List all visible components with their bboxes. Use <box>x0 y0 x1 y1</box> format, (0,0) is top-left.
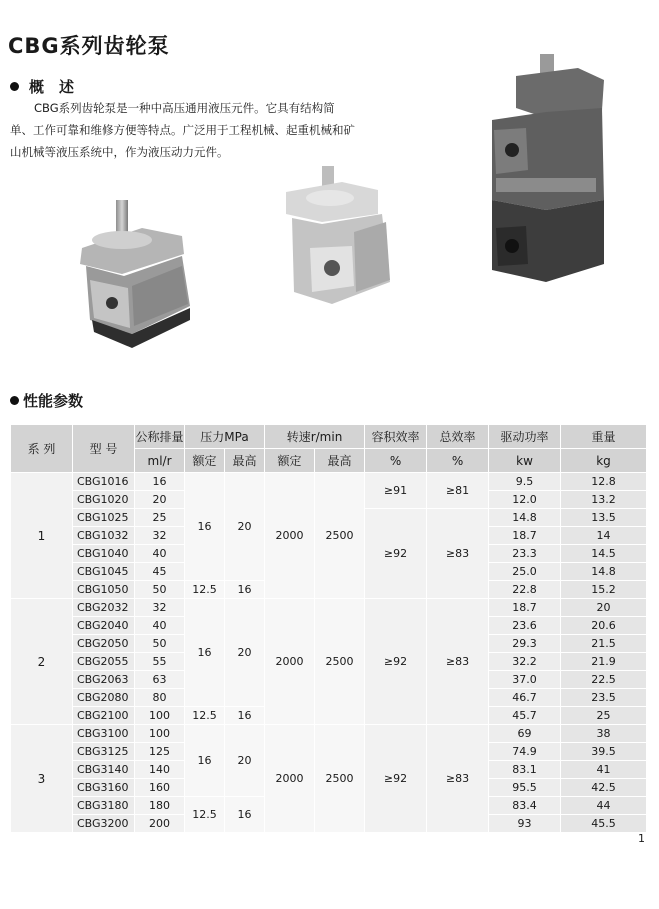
model-cell: CBG1040 <box>73 545 135 563</box>
speed-rated-cell: 2000 <box>265 473 315 599</box>
model-cell: CBG1045 <box>73 563 135 581</box>
series-cell: 2 <box>11 599 73 725</box>
series-cell: 3 <box>11 725 73 833</box>
model-cell: CBG1050 <box>73 581 135 599</box>
weight-cell: 42.5 <box>561 779 647 797</box>
power-cell: 74.9 <box>489 743 561 761</box>
vol-eff-cell: ≥92 <box>365 599 427 725</box>
displacement-cell: 16 <box>135 473 185 491</box>
vol-eff-cell: ≥92 <box>365 725 427 833</box>
series-cell: 1 <box>11 473 73 599</box>
weight-cell: 14.5 <box>561 545 647 563</box>
power-cell: 83.1 <box>489 761 561 779</box>
weight-cell: 13.2 <box>561 491 647 509</box>
model-cell: CBG1020 <box>73 491 135 509</box>
displacement-cell: 125 <box>135 743 185 761</box>
pump-image-double <box>486 50 612 290</box>
header-speed-max: 最高 <box>315 449 365 473</box>
header-model: 型 号 <box>73 425 135 473</box>
overview-heading-text: 概 述 <box>29 78 75 96</box>
header-vol-eff-unit: % <box>365 449 427 473</box>
model-cell: CBG2040 <box>73 617 135 635</box>
overview-paragraph: CBG系列齿轮泵是一种中高压通用液压元件。它具有结构简单、工作可靠和维修方便等特点。广泛用于工程机械、起重机械和矿山机械等液压系统中，作为液压动力元件。 <box>10 101 355 159</box>
power-cell: 25.0 <box>489 563 561 581</box>
displacement-cell: 160 <box>135 779 185 797</box>
model-cell: CBG3180 <box>73 797 135 815</box>
displacement-cell: 32 <box>135 527 185 545</box>
header-vol-eff: 容积效率 <box>365 425 427 449</box>
weight-cell: 21.9 <box>561 653 647 671</box>
weight-cell: 23.5 <box>561 689 647 707</box>
weight-cell: 21.5 <box>561 635 647 653</box>
weight-cell: 14 <box>561 527 647 545</box>
header-displacement: 公称排量 <box>135 425 185 449</box>
speed-rated-cell: 2000 <box>265 599 315 725</box>
header-pressure-rated: 额定 <box>185 449 225 473</box>
overview-heading <box>10 76 74 97</box>
displacement-cell: 140 <box>135 761 185 779</box>
speed-max-cell: 2500 <box>315 599 365 725</box>
weight-cell: 15.2 <box>561 581 647 599</box>
total-eff-cell: ≥83 <box>427 725 489 833</box>
pressure-max-cell: 16 <box>225 797 265 833</box>
displacement-cell: 100 <box>135 707 185 725</box>
power-cell: 69 <box>489 725 561 743</box>
model-cell: CBG2080 <box>73 689 135 707</box>
weight-cell: 13.5 <box>561 509 647 527</box>
power-cell: 23.3 <box>489 545 561 563</box>
pressure-rated-cell: 16 <box>185 599 225 707</box>
header-series: 系 列 <box>11 425 73 473</box>
pump-image-single-small <box>72 196 202 358</box>
model-cell: CBG1032 <box>73 527 135 545</box>
pressure-rated-cell: 12.5 <box>185 797 225 833</box>
pressure-rated-cell: 12.5 <box>185 707 225 725</box>
model-cell: CBG2050 <box>73 635 135 653</box>
performance-heading-text: 性能参数 <box>23 392 84 410</box>
model-cell: CBG3160 <box>73 779 135 797</box>
power-cell: 12.0 <box>489 491 561 509</box>
power-cell: 93 <box>489 815 561 833</box>
model-cell: CBG1025 <box>73 509 135 527</box>
bullet-icon <box>10 396 19 405</box>
model-cell: CBG3125 <box>73 743 135 761</box>
displacement-cell: 50 <box>135 635 185 653</box>
power-cell: 46.7 <box>489 689 561 707</box>
displacement-cell: 55 <box>135 653 185 671</box>
power-cell: 23.6 <box>489 617 561 635</box>
power-cell: 9.5 <box>489 473 561 491</box>
table-row <box>11 725 647 743</box>
pressure-max-cell: 20 <box>225 725 265 797</box>
displacement-cell: 100 <box>135 725 185 743</box>
model-cell: CBG3200 <box>73 815 135 833</box>
power-cell: 14.8 <box>489 509 561 527</box>
speed-max-cell: 2500 <box>315 725 365 833</box>
header-total-eff-unit: % <box>427 449 489 473</box>
power-cell: 32.2 <box>489 653 561 671</box>
power-cell: 22.8 <box>489 581 561 599</box>
displacement-cell: 200 <box>135 815 185 833</box>
pressure-max-cell: 20 <box>225 473 265 581</box>
power-cell: 29.3 <box>489 635 561 653</box>
header-speed: 转速r/min <box>265 425 365 449</box>
total-eff-cell: ≥83 <box>427 599 489 725</box>
table-row <box>11 599 647 617</box>
displacement-cell: 25 <box>135 509 185 527</box>
page-title: CBG系列齿轮泵 <box>8 34 170 58</box>
header-pressure: 压力MPa <box>185 425 265 449</box>
vol-eff-cell: ≥92 <box>365 509 427 599</box>
model-cell: CBG2055 <box>73 653 135 671</box>
weight-cell: 20.6 <box>561 617 647 635</box>
weight-cell: 25 <box>561 707 647 725</box>
pressure-rated-cell: 16 <box>185 725 225 797</box>
pressure-max-cell: 16 <box>225 581 265 599</box>
power-cell: 95.5 <box>489 779 561 797</box>
bullet-icon <box>10 82 19 91</box>
weight-cell: 22.5 <box>561 671 647 689</box>
displacement-cell: 45 <box>135 563 185 581</box>
power-cell: 18.7 <box>489 527 561 545</box>
weight-cell: 38 <box>561 725 647 743</box>
weight-cell: 41 <box>561 761 647 779</box>
header-displacement-unit: ml/r <box>135 449 185 473</box>
vol-eff-cell: ≥91 <box>365 473 427 509</box>
header-weight: 重量 <box>561 425 647 449</box>
header-total-eff: 总效率 <box>427 425 489 449</box>
header-speed-rated: 额定 <box>265 449 315 473</box>
power-cell: 45.7 <box>489 707 561 725</box>
model-cell: CBG1016 <box>73 473 135 491</box>
header-weight-unit: kg <box>561 449 647 473</box>
power-cell: 18.7 <box>489 599 561 617</box>
weight-cell: 39.5 <box>561 743 647 761</box>
model-cell: CBG2032 <box>73 599 135 617</box>
displacement-cell: 40 <box>135 545 185 563</box>
weight-cell: 44 <box>561 797 647 815</box>
pressure-max-cell: 20 <box>225 599 265 707</box>
displacement-cell: 180 <box>135 797 185 815</box>
power-cell: 37.0 <box>489 671 561 689</box>
displacement-cell: 40 <box>135 617 185 635</box>
performance-table <box>10 424 647 833</box>
pump-image-single-large <box>282 162 400 312</box>
weight-cell: 45.5 <box>561 815 647 833</box>
weight-cell: 14.8 <box>561 563 647 581</box>
page-number: 1 <box>638 832 645 845</box>
header-power-unit: kw <box>489 449 561 473</box>
pressure-rated-cell: 16 <box>185 473 225 581</box>
displacement-cell: 32 <box>135 599 185 617</box>
weight-cell: 12.8 <box>561 473 647 491</box>
speed-rated-cell: 2000 <box>265 725 315 833</box>
pressure-max-cell: 16 <box>225 707 265 725</box>
speed-max-cell: 2500 <box>315 473 365 599</box>
model-cell: CBG2100 <box>73 707 135 725</box>
pressure-rated-cell: 12.5 <box>185 581 225 599</box>
displacement-cell: 20 <box>135 491 185 509</box>
weight-cell: 20 <box>561 599 647 617</box>
displacement-cell: 50 <box>135 581 185 599</box>
total-eff-cell: ≥81 <box>427 473 489 509</box>
model-cell: CBG3140 <box>73 761 135 779</box>
total-eff-cell: ≥83 <box>427 509 489 599</box>
model-cell: CBG3100 <box>73 725 135 743</box>
performance-heading <box>10 390 83 411</box>
displacement-cell: 80 <box>135 689 185 707</box>
header-pressure-max: 最高 <box>225 449 265 473</box>
model-cell: CBG2063 <box>73 671 135 689</box>
table-row <box>11 473 647 491</box>
displacement-cell: 63 <box>135 671 185 689</box>
power-cell: 83.4 <box>489 797 561 815</box>
header-power: 驱动功率 <box>489 425 561 449</box>
